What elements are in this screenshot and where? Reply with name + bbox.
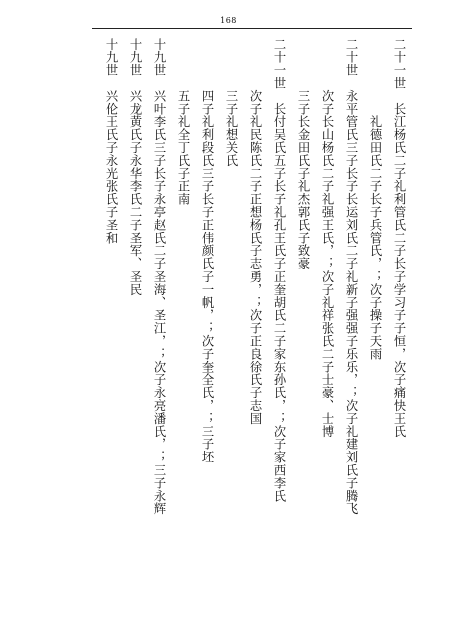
genealogy-column-4: 次子长山杨氏二子礼强王氏，；次子礼祥张氏二子士豪、士博: [320, 38, 334, 438]
genealogy-column-13: 十九世 兴伦王氏子永光张氏子圣和: [104, 38, 118, 245]
genealogy-column-11: 十九世 兴叶李氏三子长子永亭赵氏二子圣海、圣江，；次子永亮潘氏，；三子永辉: [152, 38, 166, 516]
genealogy-column-8: 三子礼想关氏: [224, 38, 238, 167]
header-divider: [92, 28, 412, 29]
genealogy-column-9: 四子礼利段氏三子长子正伟颜氏子一帆，；次子奎全氏，；三子坯: [200, 38, 214, 464]
genealogy-column-10: 五子礼全丁氏子正南: [176, 38, 190, 206]
genealogy-column-2: 礼德田氏二子长子兵管氏，；次子操子天雨: [368, 38, 382, 361]
genealogy-column-7: 次子礼民陈氏二子正想杨氏子志勇，；次子正良徐氏子志国: [248, 38, 262, 425]
genealogy-column-3: 二十世 永平管氏三子长子长运刘氏二子礼新子强强子乐乐，；次子礼建刘氏子腾飞: [344, 38, 358, 516]
genealogy-column-1: 二十一世 长江杨氏二子礼利管氏二子长子学习子子恒，次子痛快王氏: [392, 38, 406, 438]
page-number: 168: [220, 16, 237, 25]
genealogy-column-12: 十九世 兴龙黄氏子永华李氏二子圣军、圣民: [128, 38, 142, 296]
genealogy-column-5: 三子长金田氏子礼杰郭氏子致豪: [296, 38, 310, 271]
genealogy-column-6: 二十一世 长付吴氏五子长子礼孔王氏子正奎胡氏二子家东孙氏，；次子家西李氏: [272, 38, 286, 503]
